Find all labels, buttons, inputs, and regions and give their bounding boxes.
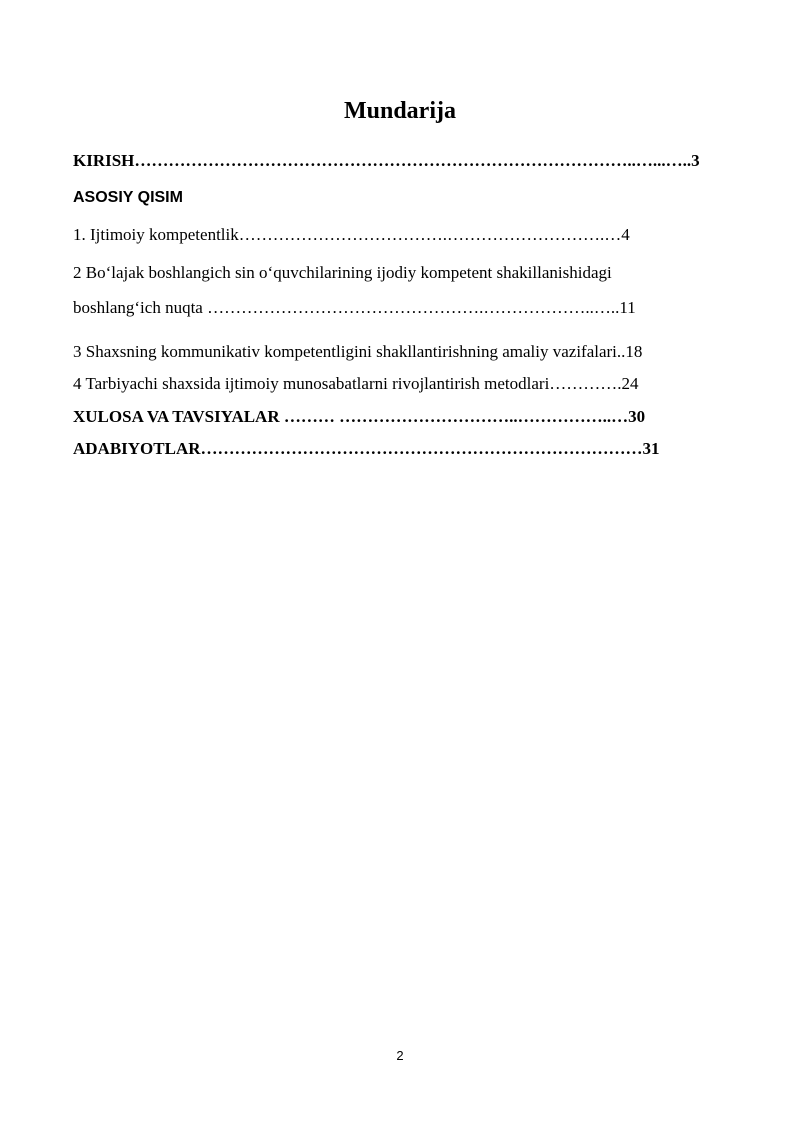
toc-entry-kirish: KIRISH……………………………………………………………………………..…...…..3	[73, 151, 700, 170]
toc-entry-4: 4 Tarbiyachi shaxsida ijtimoiy munosabatlarni rivojlantirish metodlari………….24	[73, 374, 639, 393]
toc-entry-1: 1. Ijtimoiy kompetentlik……………………………….……………………….…4	[73, 225, 630, 244]
document-title: Mundarija	[343, 98, 456, 124]
toc-entry-xulosa: XULOSA VA TAVSIYALAR ……… …………………………..……………..…30	[73, 407, 646, 426]
toc-section-asosiy-qisim: ASOSIY QISIM	[73, 189, 183, 206]
toc-entry-3: 3 Shaxsning kommunikativ kompetentligini shakllantirishning amaliy vazifalari..18	[73, 342, 643, 361]
toc-entry-2-line-1: 2 Bo‘lajak boshlangich sin o‘quvchilarining ijodiy kompetent shakillanishidagi	[73, 263, 612, 282]
toc-entry-adabiyotlar: ADABIYOTLAR……………………………………………………………………31	[73, 439, 660, 458]
page-number: 2	[396, 1048, 404, 1063]
toc-entry-2-line-2: boshlang‘ich nuqta ………………………………………….………………..…..11	[73, 298, 636, 317]
